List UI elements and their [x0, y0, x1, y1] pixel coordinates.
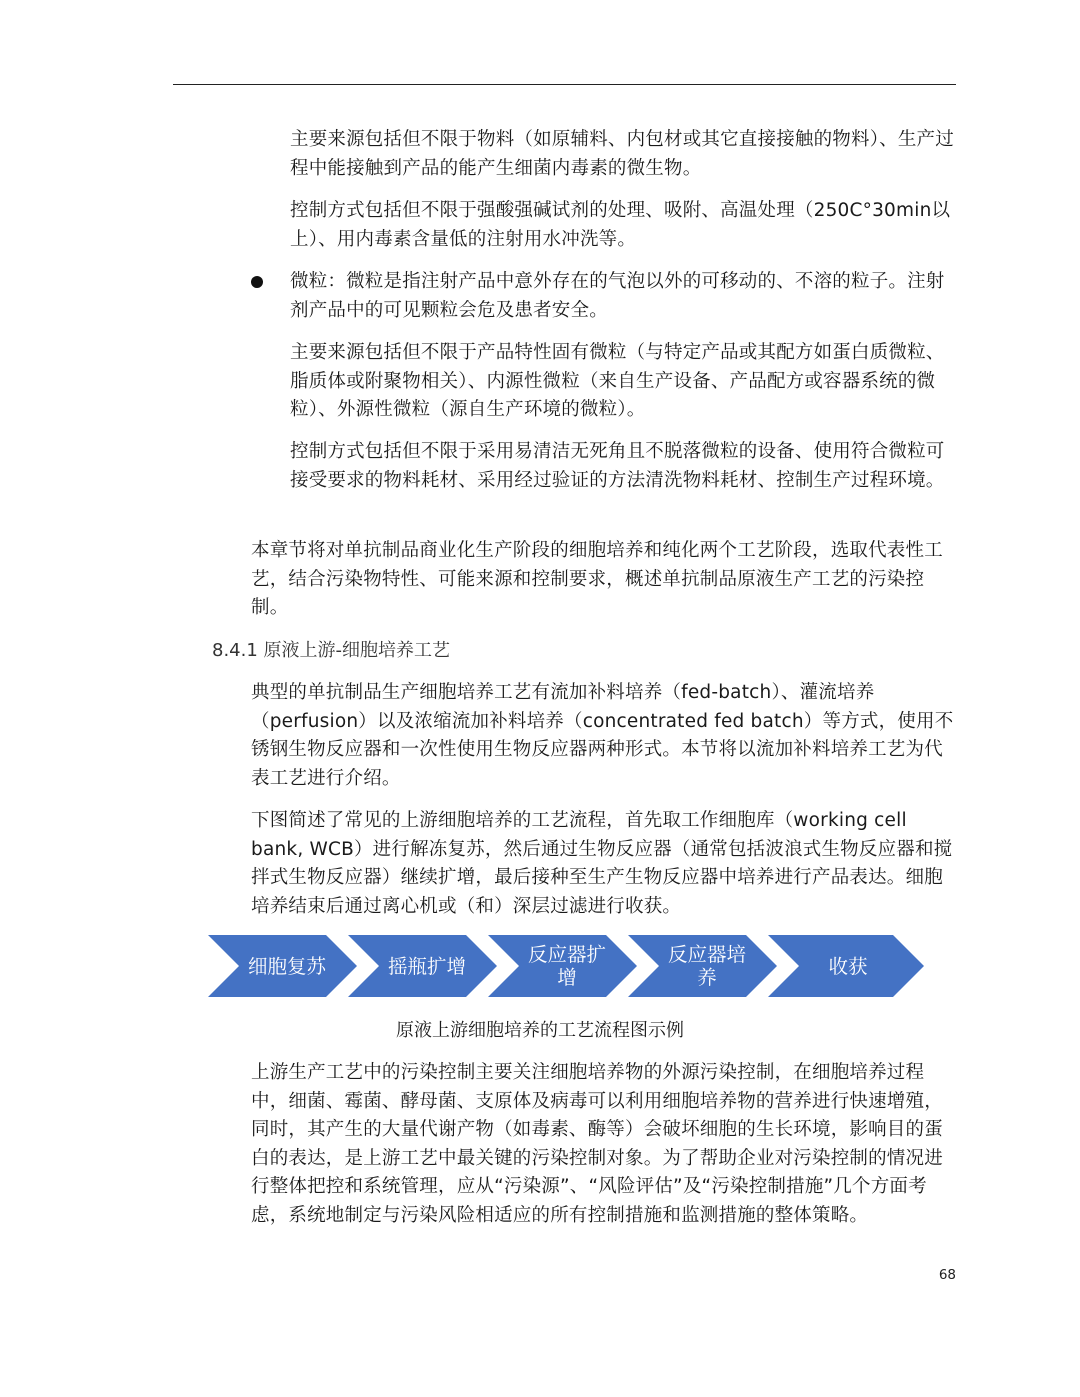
header-rule — [173, 84, 956, 85]
flow-step-reactor-expansion: 反应器扩 增 — [527, 943, 606, 989]
paragraph-particles-sources: 主要来源包括但不限于产品特性固有微粒（与特定产品或其配方如蛋白质微粒、脂质体或附聚物相关）、内源性微粒（来自生产设备、产品配方或容器系统的微粒）、外源性微粒（源自生产环境的微粒）。 — [290, 342, 945, 420]
flow-step-shake-flask-expansion: 摇瓶扩增 — [387, 954, 466, 978]
flow-step-reactor-culture: 反应器培 养 — [667, 943, 746, 989]
process-flow-diagram — [208, 935, 924, 997]
paragraph-chapter-intro: 本章节将对单抗制品商业化生产阶段的细胞培养和纯化两个工艺阶段，选取代表性工艺，结合污染物特性、可能来源和控制要求，概述单抗制品原液生产工艺的污染控制。 — [251, 540, 943, 618]
paragraph-culture-methods: 典型的单抗制品生产细胞培养工艺有流加补料培养（fed-batch）、灌流培养（perfusion）以及浓缩流加补料培养（concentrated fed batch）等方式，使用不锈钢生物反应器和一次性使用生物反应器两种形式。本节将以流加补料培养工艺为代表工艺进行介绍。 — [251, 682, 954, 789]
paragraph-endotoxin-sources: 主要来源包括但不限于物料（如原辅料、内包材或其它直接接触的物料）、生产过程中能接触到产品的能产生细菌内毒素的微生物。 — [290, 129, 954, 179]
paragraph-particles-control: 控制方式包括但不限于采用易清洁无死角且不脱落微粒的设备、使用符合微粒可接受要求的物料耗材、采用经过验证的方法清洗物料耗材、控制生产过程环境。 — [290, 441, 945, 491]
paragraph-upstream-contamination-control: 上游生产工艺中的污染控制主要关注细胞培养物的外源污染控制，在细胞培养过程中，细菌、霉菌、酵母菌、支原体及病毒可以利用细胞培养物的营养进行快速增殖，同时，其产生的大量代谢产物（如毒素、酶等）会破坏细胞的生长环境，影响目的蛋白的表达，是上游工艺中最关键的污染控制对象。为了帮助企业对污染控制的情况进行整体把控和系统管理，应从“污染源”、“风险评估”及“污染控制措施”几个方面考虑，系统地制定与污染风险相适应的所有控制措施和监测措施的整体策略。 — [251, 1062, 943, 1226]
bullet-dot — [251, 276, 263, 288]
section-heading: 8.4.1 原液上游-细胞培养工艺 — [212, 640, 451, 661]
page-number: 68 — [938, 1267, 956, 1283]
flow-step-cell-recovery: 细胞复苏 — [247, 954, 326, 978]
flow-step-harvest: 收获 — [828, 954, 868, 978]
paragraph-endotoxin-control: 控制方式包括但不限于强酸强碱试剂的处理、吸附、高温处理（250C°30min以上）、用内毒素含量低的注射用水冲洗等。 — [290, 200, 951, 250]
paragraph-process-flow-intro: 下图简述了常见的上游细胞培养的工艺流程，首先取工作细胞库（working cell bank, WCB）进行解冻复苏，然后通过生物反应器（通常包括波浪式生物反应器和搅拌式生物反应器）继续扩增，最后接种至生产生物反应器中培养进行产品表达。细胞培养结束后通过离心机或（和）深层过滤进行收获。 — [251, 810, 953, 917]
figure-caption: 原液上游细胞培养的工艺流程图示例 — [396, 1020, 684, 1041]
paragraph-particles-definition: 微粒：微粒是指注射产品中意外存在的气泡以外的可移动的、不溶的粒子。注射剂产品中的可见颗粒会危及患者安全。 — [290, 271, 945, 321]
